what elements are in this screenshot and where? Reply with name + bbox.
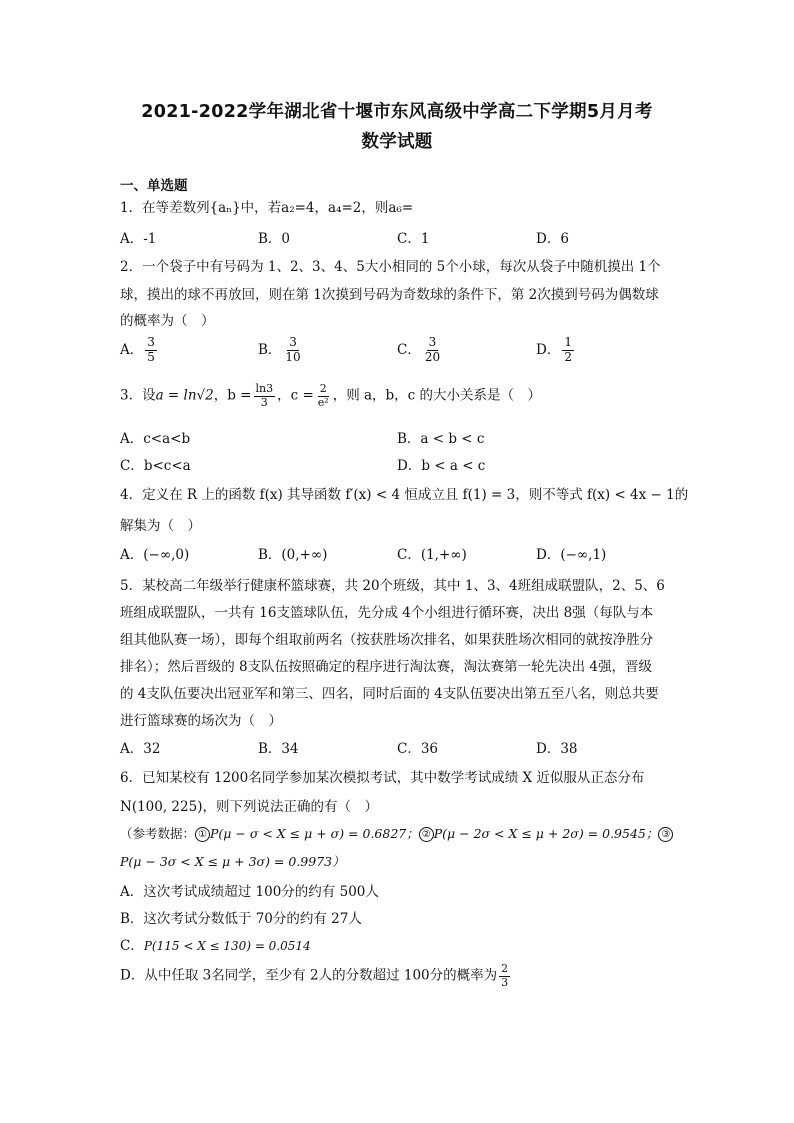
q2-option-b-label: B． <box>258 341 282 358</box>
q4-option-d: D．(−∞,1) <box>536 547 607 563</box>
q1-option-c: C．1 <box>397 231 430 247</box>
q6-ref-p3 <box>120 852 345 870</box>
q6-ref-p1: P(μ − σ < X ≤ μ + σ) = 0.6827； <box>210 826 419 841</box>
q3-option-a: A．c<a<b <box>120 431 191 447</box>
q3-a-expression: a = ln√2 <box>155 387 214 404</box>
q2-line1: 2．一个袋子中有号码为 1、2、3、4、5大小相同的 5个小球，每次从袋子中随机摸出 1个 <box>120 259 661 275</box>
q5-option-a: A．32 <box>120 741 161 757</box>
q4-option-c: C．(1,+∞) <box>397 547 467 563</box>
q6-ref-p2: P(μ − 2σ < X ≤ μ + 2σ) = 0.9545； <box>433 826 659 841</box>
exam-title-line2: 数学试题 <box>361 132 433 152</box>
q2-option-d <box>536 336 576 365</box>
fraction-denominator: 3 <box>260 395 268 409</box>
q2-option-b <box>258 336 305 365</box>
q2-option-a-label: A． <box>120 341 144 358</box>
q2-line2: 球，摸出的球不再放回，则在第 1次摸到号码为奇数球的条件下，第 2次摸到号码为偶数球 <box>120 287 659 303</box>
q3-option-d: D．b < a < c <box>397 458 486 474</box>
q6-option-a: A．这次考试成绩超过 100分的约有 500人 <box>120 884 379 900</box>
fraction-numerator: 1 <box>564 335 572 349</box>
fraction-numerator: 2 <box>319 382 327 395</box>
fraction-numerator: ln3 <box>255 382 274 395</box>
q2-option-c <box>397 336 444 365</box>
q2-option-d-fraction <box>562 336 574 365</box>
q3-b-fraction <box>254 383 276 409</box>
q1-text: 在等差数列{aₙ}中，若a₂=4，a₄=2，则a₆= <box>142 200 414 216</box>
fraction-denominator: 5 <box>147 349 155 364</box>
q3-c-label: ，c = <box>277 387 314 404</box>
q2-line3: 的概率为（ ） <box>120 313 215 329</box>
q4-line2: 解集为（ ） <box>120 518 201 534</box>
q6-option-c-label: C． <box>120 938 144 954</box>
fraction-denominator: e² <box>317 395 329 409</box>
fraction-numerator: 3 <box>147 335 155 349</box>
q6-line2: N(100, 225)，则下列说法正确的有（ ） <box>120 799 378 815</box>
q3-option-c: C．b<c<a <box>120 458 191 474</box>
q5-line4: 排名）；然后晋级的 8支队伍按照确定的程序进行淘汰赛，淘汰赛第一轮先决出 4强，晋级 <box>120 659 653 675</box>
q2-option-a-fraction <box>145 336 157 365</box>
q5-option-c: C．36 <box>397 741 439 757</box>
q6-option-d <box>120 963 512 989</box>
q2-option-b-fraction <box>283 336 302 365</box>
q1-option-a: A．-1 <box>120 231 157 247</box>
section-heading: 一、单选题 <box>120 178 188 194</box>
q1-stem <box>120 196 413 216</box>
q5-line5: 的 4支队伍要决出冠亚军和第三、四名，同时后面的 4支队伍要决出第五至八名，则总共要 <box>120 686 659 702</box>
fraction-denominator: 2 <box>564 349 572 364</box>
q6-reference-data <box>120 824 673 842</box>
q4-option-a: A．(−∞,0) <box>120 547 190 563</box>
q5-line3: 组其他队赛一场），即每个组取前两名（按获胜场次排名，如果获胜场次相同的就按净胜分 <box>120 632 654 648</box>
q5-line6: 进行篮球赛的场次为（ ） <box>120 713 282 729</box>
q3-option-b: B．a < b < c <box>397 431 485 447</box>
q6-option-c-expression: P(115 < X ≤ 130) = 0.0514 <box>143 939 311 953</box>
fraction-numerator: 2 <box>501 962 509 975</box>
q6-line1: 6．已知某校有 1200名同学参加某次模拟考试，其中数学考试成绩 X 近似服从正态分布 <box>120 770 645 786</box>
q3-b-label: ，b = <box>213 387 252 404</box>
q5-line2: 班组成联盟队，一共有 16支篮球队伍，先分成 4个小组进行循环赛，决出 8强（每队与本 <box>120 605 654 621</box>
q1-option-d: D．6 <box>536 231 569 247</box>
q3-number: 3．设 <box>120 387 156 404</box>
q5-option-d: D．38 <box>536 741 578 757</box>
q2-option-d-label: D． <box>536 341 561 358</box>
circled-number-2: ② <box>419 827 434 842</box>
q6-option-d-fraction <box>499 963 510 989</box>
fraction-denominator: 3 <box>501 975 509 989</box>
q1-option-b: B．0 <box>258 231 291 247</box>
q4-line1: 4．定义在 R 上的函数 f(x) 其导函数 f′(x) < 4 恒成立且 f(1) = 3，则不等式 f(x) < 4x − 1的 <box>120 487 689 503</box>
q4-option-b: B．(0,+∞) <box>258 547 328 563</box>
q6-option-b: B．这次考试分数低于 70分的约有 27人 <box>120 911 362 927</box>
q5-option-b: B．34 <box>258 741 299 757</box>
q2-option-c-label: C． <box>397 341 421 358</box>
q2-option-a <box>120 336 159 365</box>
fraction-denominator: 10 <box>285 349 301 364</box>
exam-title-line1: 2021-2022学年湖北省十堰市东风高级中学高二下学期5月月考 <box>141 102 653 122</box>
q6-option-d-text: D．从中任取 3名同学，至少有 2人的分数超过 100分的概率为 <box>120 967 498 984</box>
fraction-denominator: 20 <box>424 349 441 364</box>
q5-line1: 5．某校高二年级举行健康杯篮球赛，共 20个班级，其中 1、3、4班组成联盟队，2、5、6 <box>120 578 665 594</box>
q1-number: 1． <box>120 200 143 216</box>
circled-number-1: ① <box>195 827 210 842</box>
q6-ref-p3-text: P(μ − 3σ < X ≤ μ + 3σ) = 0.9973） <box>120 854 345 869</box>
fraction-numerator: 3 <box>289 335 297 349</box>
circled-number-3: ③ <box>658 827 673 842</box>
fraction-numerator: 3 <box>428 335 437 349</box>
q2-option-c-fraction <box>423 336 442 365</box>
q3-question: ，则 a，b，c 的大小关系是（ ） <box>332 387 542 404</box>
q3-c-fraction <box>316 383 331 409</box>
q6-option-c <box>120 934 311 954</box>
q3-stem <box>120 383 541 409</box>
q6-ref-prefix: （参考数据： <box>120 826 196 841</box>
